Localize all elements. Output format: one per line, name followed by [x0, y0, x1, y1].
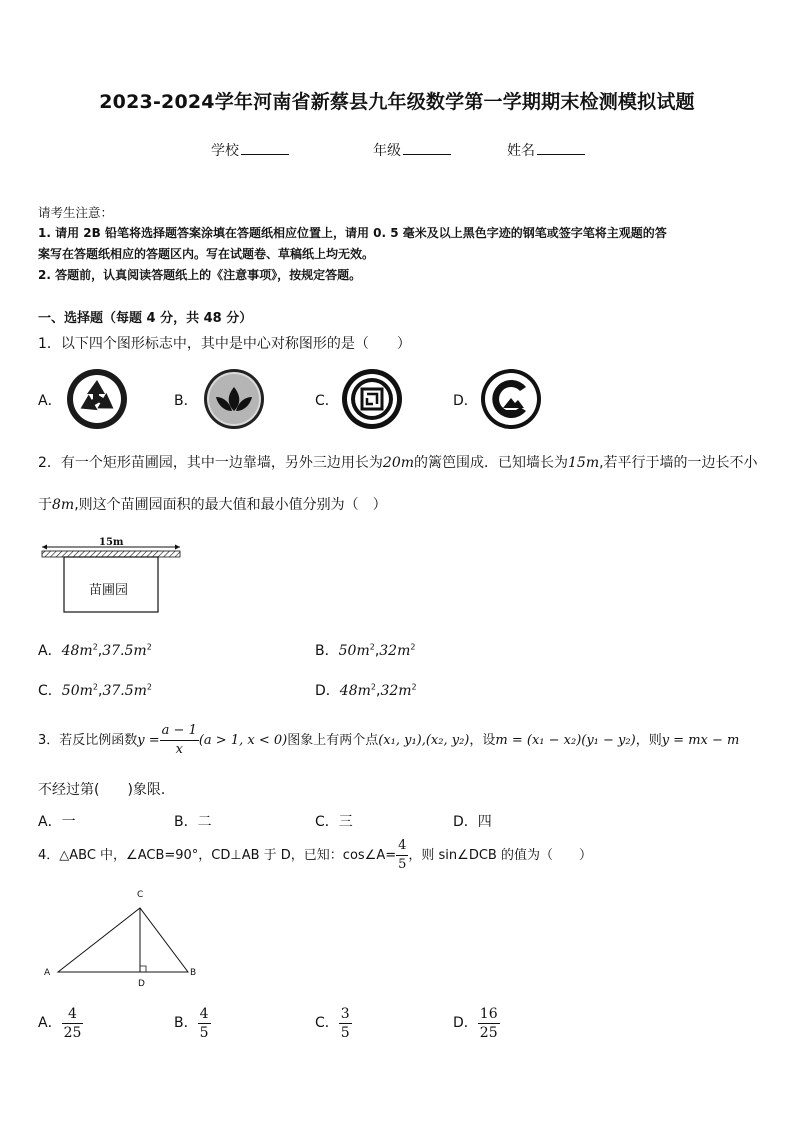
q2-option-b-v1: 50: [338, 643, 357, 659]
q3-option-b[interactable]: B．二: [174, 814, 212, 830]
q2-option-c[interactable]: C．$50m^2,37.5m^2$: [38, 682, 152, 699]
q2-line2-b: ,则这个苗圃园面积的最大值和最小值分别为（ ）: [74, 497, 387, 513]
q2-line2-a: 于: [38, 497, 52, 513]
q2-option-b-v2: 32: [379, 643, 398, 659]
q1-label-d: D．: [453, 393, 478, 409]
q2-line1: [38, 452, 758, 472]
q4-option-b-den: 5: [199, 1024, 209, 1041]
name-blank[interactable]: [537, 142, 585, 155]
q3-line-eq: y = mx − m: [661, 733, 740, 748]
q2-option-c-v1: 50: [61, 683, 80, 699]
q3-option-a[interactable]: A．一: [38, 814, 76, 830]
q4-option-d-label: D．: [453, 1015, 478, 1031]
q4-option-a-num: 4: [62, 1005, 84, 1024]
q3-points: (x₁, y₁),(x₂, y₂): [378, 733, 470, 748]
q2-option-b-label: B．: [315, 643, 339, 659]
q4-stem-b: ，则 sin∠DCB 的值为（ ）: [408, 848, 592, 863]
q3-fraction: [160, 722, 199, 759]
triangle-diagram: [38, 888, 208, 993]
q2-line1-c: ,若平行于墙的一边长不小: [599, 455, 758, 471]
q4-option-a-fraction: [62, 1005, 84, 1042]
q3-y-eq: y =: [137, 733, 160, 748]
q4-option-b-label: B．: [174, 1015, 198, 1031]
q2-option-c-v2: 37.5: [102, 683, 134, 699]
vertex-d-label: D: [138, 979, 145, 989]
q2-option-b[interactable]: B．$50m^2,32m^2$: [315, 642, 416, 659]
notice-item1-line1: 1. 请用 2B 铅笔将选择题答案涂填在答题纸相应位置上，请用 0. 5 毫米及以上黑色字迹的钢笔或签字笔将主观题的答: [38, 226, 667, 240]
q2-value-fence: 20m: [382, 455, 414, 471]
q4-option-c-den: 5: [340, 1024, 350, 1041]
name-label: 姓名: [507, 143, 535, 159]
page-title: 2023-2024学年河南省新蔡县九年级数学第一学期期末检测模拟试题: [99, 91, 695, 113]
q2-line2: [38, 494, 387, 514]
q4-stem: [38, 836, 592, 876]
name-field[interactable]: [507, 140, 585, 160]
vertex-a-label: A: [44, 968, 51, 978]
q3-then: ，则: [635, 733, 662, 748]
notice-heading: 请考生注意：: [38, 205, 114, 220]
q2-option-d-label: D．: [315, 683, 340, 699]
q3-condition: (a > 1, x < 0): [198, 733, 288, 748]
section-heading: 一、选择题（每题 4 分，共 48 分）: [38, 311, 253, 326]
q4-option-c-fraction: [339, 1005, 352, 1042]
q4-option-c-label: C．: [315, 1015, 339, 1031]
q4-cos-num: 4: [396, 837, 408, 856]
q4-option-c[interactable]: [315, 1003, 352, 1043]
school-blank[interactable]: [241, 142, 289, 155]
grade-field[interactable]: [373, 140, 451, 160]
q3-line2: 不经过第( )象限．: [38, 782, 175, 798]
grade-label: 年级: [373, 143, 401, 159]
leaf-logo-icon: [202, 367, 266, 431]
q4-option-a-label: A．: [38, 1015, 62, 1031]
q2-option-d[interactable]: D．$48m^2,32m^2$: [315, 682, 417, 699]
notice-item2: 2. 答题前，认真阅读答题纸上的《注意事项》，按规定答题。: [38, 268, 362, 282]
q3-mid: 图象上有两个点: [287, 733, 379, 748]
grade-blank[interactable]: [403, 142, 451, 155]
q3-set: ，设: [469, 733, 496, 748]
q4-cos-den: 5: [398, 857, 407, 872]
q4-cos-fraction: [396, 837, 408, 874]
q3-line1: [38, 722, 739, 759]
coin-logo-icon: [340, 367, 404, 431]
q4-option-a[interactable]: [38, 1003, 83, 1043]
q2-value-wall: 15m: [568, 455, 600, 471]
q2-line1-b: 的篱笆围成．已知墙长为: [414, 455, 568, 471]
q2-option-a-label: A．: [38, 643, 62, 659]
q4-option-c-num: 3: [340, 1005, 350, 1022]
q2-option-a[interactable]: A．$48m^2,37.5m^2$: [38, 642, 152, 659]
q2-option-c-label: C．: [38, 683, 62, 699]
recycle-logo-icon: [65, 367, 129, 431]
q3-fraction-den: x: [175, 742, 183, 757]
school-label: 学校: [211, 143, 239, 159]
q1-label-b: B．: [174, 393, 198, 409]
q2-option-d-v1: 48: [339, 683, 358, 699]
q4-stem-a: 4．△ABC 中，∠ACB=90°，CD⊥AB 于 D，已知：cos∠A=: [38, 848, 397, 863]
notice-item1-line2: 案写在答题纸相应的答题区内。写在试题卷、草稿纸上均无效。: [38, 247, 375, 261]
q2-option-a-v2: 37.5: [102, 643, 134, 659]
q4-option-b-num: 4: [199, 1005, 209, 1022]
wall-hatch: [42, 551, 180, 557]
wall-length-label: 15m: [99, 537, 124, 548]
school-field[interactable]: [211, 140, 289, 160]
q4-option-a-den: 25: [63, 1024, 82, 1041]
q4-option-d-den: 25: [479, 1024, 498, 1041]
q1-label-c: C．: [315, 393, 339, 409]
c-mountain-logo-icon: [479, 367, 543, 431]
q4-option-d-fraction: [478, 1005, 500, 1042]
vertex-c-label: C: [137, 890, 144, 900]
q4-option-d-num: 16: [479, 1005, 498, 1022]
q1-label-a: A．: [38, 393, 62, 409]
vertex-b-label: B: [190, 968, 197, 978]
q3-option-c[interactable]: C．三: [315, 814, 353, 830]
q4-option-b[interactable]: [174, 1003, 211, 1043]
q3-lead: 3．若反比例函数: [38, 733, 138, 748]
garden-label: 苗圃园: [89, 583, 129, 598]
q3-fraction-num: a − 1: [160, 722, 199, 741]
q3-m-def: m = (x₁ − x₂)(y₁ − y₂): [495, 733, 636, 748]
q2-option-a-v1: 48: [61, 643, 80, 659]
q4-option-b-fraction: [198, 1005, 211, 1042]
q2-value-min-side: 8m: [52, 497, 75, 513]
q1-stem: 1．以下四个图形标志中，其中是中心对称图形的是（ ）: [38, 336, 411, 352]
q2-line1-a: 2．有一个矩形苗圃园，其中一边靠墙，另外三边用长为: [38, 455, 383, 471]
q3-option-d[interactable]: D．四: [453, 814, 492, 830]
q2-option-d-v2: 32: [380, 683, 399, 699]
q4-option-d[interactable]: [453, 1003, 500, 1043]
